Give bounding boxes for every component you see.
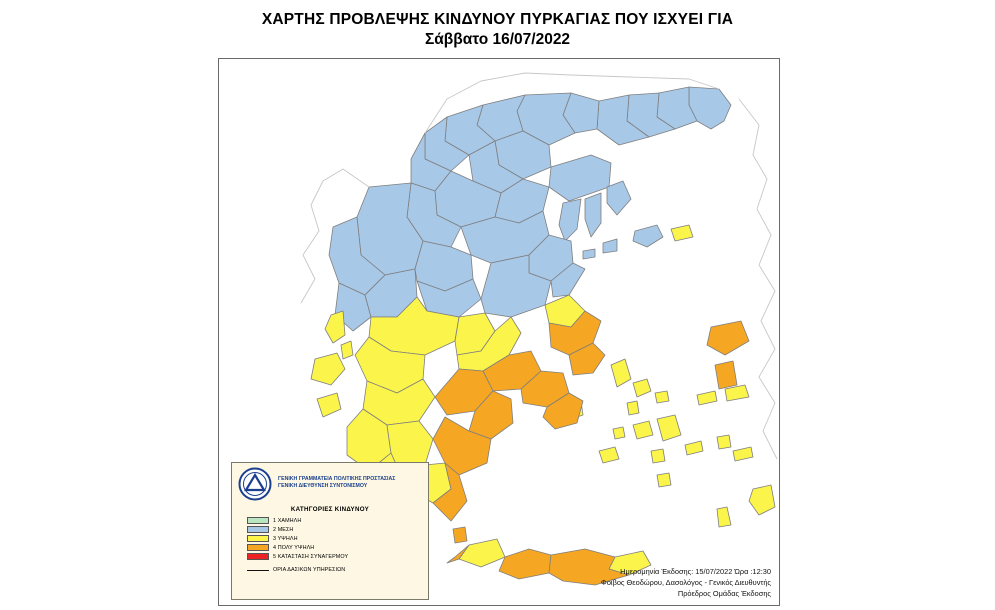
legend-item-3 <box>247 534 423 543</box>
region-ithaki <box>341 341 353 359</box>
region-sifnos <box>613 427 625 439</box>
legend-item-1 <box>247 516 423 525</box>
coastline-turkey <box>739 99 777 459</box>
region-tinos <box>633 379 651 397</box>
region-lesvos <box>707 321 749 355</box>
legend-swatch-low <box>247 517 269 524</box>
legend-item-4 <box>247 543 423 552</box>
map-credits <box>601 566 771 599</box>
region-athos <box>607 181 631 215</box>
region-crete-rethymno <box>499 549 551 579</box>
legend-org-line-2: ΓΕΝΙΚΗ ΔΙΕΥΘΥΝΣΗ ΣΥΝΤΟΝΙΣΜΟΥ <box>278 483 368 489</box>
region-kalymnos <box>717 435 731 449</box>
region-samos <box>725 385 749 401</box>
map-legend <box>231 462 429 600</box>
civil-protection-logo-icon <box>237 467 273 501</box>
credits-role: Πρόεδρος Ομάδας Έκδοσης <box>677 589 771 598</box>
legend-swatch-medium <box>247 526 269 533</box>
page-title <box>0 10 995 50</box>
region-zakynthos <box>317 393 341 417</box>
legend-boundary-row <box>247 567 423 573</box>
legend-label-high: 3 ΥΨΗΛΗ <box>273 535 298 542</box>
region-mykonos <box>655 391 669 403</box>
region-limnos <box>633 225 663 247</box>
region-chalkidiki-sithonia <box>585 193 601 237</box>
region-chalkidiki-kassandra <box>559 199 581 241</box>
legend-label-medium: 2 ΜΕΣΗ <box>273 526 294 533</box>
legend-label-boundary: ΟΡΙΑ ΔΑΣΙΚΩΝ ΥΠΗΡΕΣΙΩΝ <box>273 567 346 573</box>
region-karpathos <box>717 507 731 527</box>
legend-item-5 <box>247 552 423 561</box>
legend-label-very-high: 4 ΠΟΛΥ ΥΨΗΛΗ <box>273 544 315 551</box>
region-syros <box>627 401 639 415</box>
region-crete-chania <box>459 539 505 567</box>
forest-boundary-line-icon <box>247 570 269 571</box>
legend-label-low: 1 ΧΑΜΗΛΗ <box>273 517 302 524</box>
legend-organization <box>278 467 395 490</box>
legend-heading: ΚΑΤΗΓΟΡΙΕΣ ΚΙΝΔΥΝΟΥ <box>290 506 370 513</box>
legend-swatch-alert <box>247 553 269 560</box>
region-lefkada <box>325 311 345 343</box>
legend-swatch-very-high <box>247 544 269 551</box>
region-limnos-e <box>671 225 693 241</box>
region-santorini <box>657 473 671 487</box>
title-line-2: Σάββατο 16/07/2022 <box>424 31 571 48</box>
credits-author: Φοίβος Θεοδώρου, Δασολόγος - Γενικός Διευθυντής <box>600 578 771 587</box>
region-andros <box>611 359 631 387</box>
credits-issue-date: Ημερομηνία Έκδοσης: 15/07/2022 Ώρα :12:30 <box>620 567 771 576</box>
region-kythira <box>453 527 467 543</box>
region-amorgos <box>685 441 703 455</box>
region-kos <box>733 447 753 461</box>
region-evros <box>689 87 731 129</box>
region-rodos <box>749 485 775 515</box>
region-milos <box>599 447 619 463</box>
region-sporades-skiathos <box>583 249 595 259</box>
region-paros <box>633 421 653 439</box>
region-ios <box>651 449 665 463</box>
region-ikaria <box>697 391 717 405</box>
region-chios <box>715 361 737 389</box>
legend-header <box>237 467 423 501</box>
region-kefalonia <box>311 353 345 385</box>
fire-risk-map <box>218 58 780 606</box>
legend-items <box>247 516 423 561</box>
title-line-1: ΧΑΡΤΗΣ ΠΡΟΒΛΕΨΗΣ ΚΙΝΔΥΝΟΥ ΠΥΡΚΑΓΙΑΣ ΠΟΥ ΙΣΧΥΕΙ ΓΙΑ <box>261 11 734 28</box>
legend-item-2 <box>247 525 423 534</box>
region-naxos <box>657 415 681 441</box>
legend-org-line-1: ΓΕΝΙΚΗ ΓΡΑΜΜΑΤΕΙΑ ΠΟΛΙΤΙΚΗΣ ΠΡΟΣΤΑΣΙΑΣ <box>278 476 396 482</box>
legend-swatch-high <box>247 535 269 542</box>
region-sporades-skopelos <box>603 239 617 253</box>
legend-label-alert: 5 ΚΑΤΑΣΤΑΣΗ ΣΥΝΑΓΕΡΜΟΥ <box>273 553 349 560</box>
region-chalkidiki-north <box>549 155 611 201</box>
